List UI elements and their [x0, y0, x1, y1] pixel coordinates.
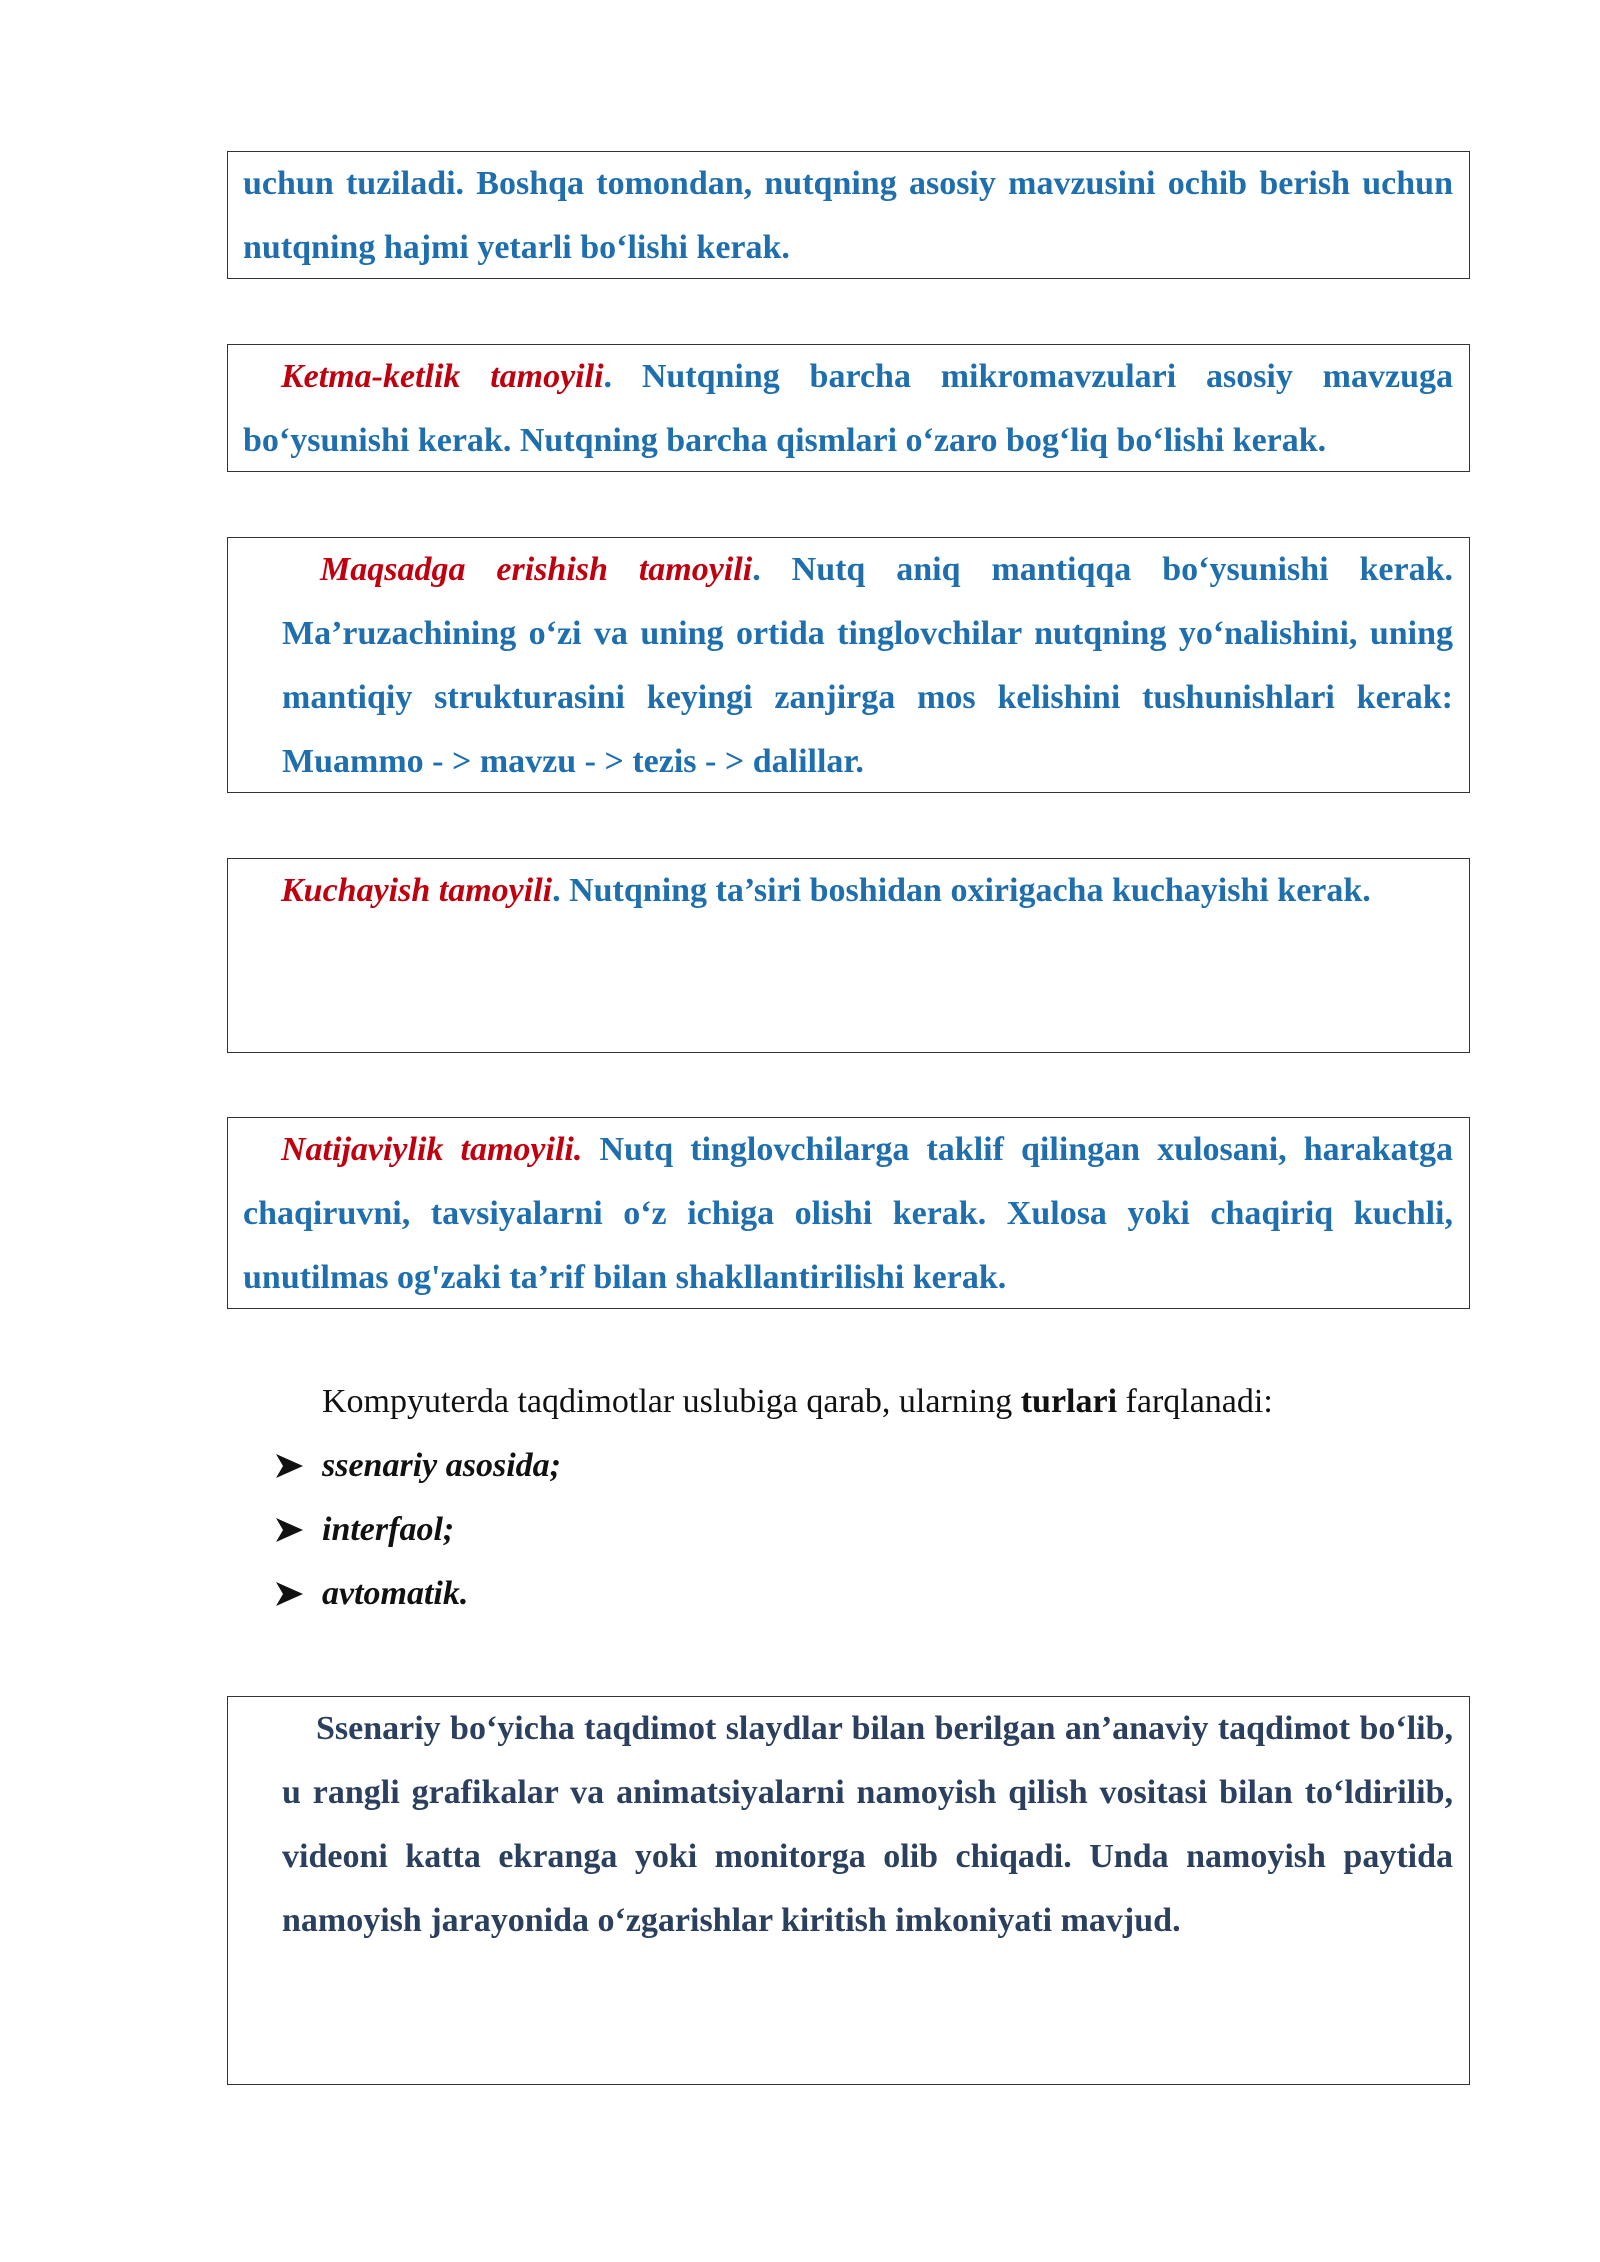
text-box-sequence-principle: [227, 344, 1470, 472]
list-item: [274, 1434, 561, 1498]
box-paragraph: Ssenariy bo‘yicha taqdimot slaydlar bilan berilgan an’anaviy taqdimot bo‘lib, u rangli grafikalar va animatsiyalarni namoyish qilish vositasi bilan to‘ldirilib, videoni katta ekranga yoki monitorga olib chiqadi. Unda namoyish paytida namoyish jarayonida o‘zgarishlar kiritish imkoniyati mavjud.: [282, 1710, 1453, 1939]
list-item: [274, 1498, 561, 1562]
arrowhead-icon: [274, 1581, 322, 1607]
principle-text: . Nutqning barcha mikromavzulari asosiy mavzuga bo‘ysunishi kerak. Nutqning barcha qismlari o‘zaro bog‘liq bo‘lishi kerak.: [243, 358, 1453, 459]
text-box-scenario-presentation: [227, 1696, 1470, 2085]
box-paragraph: [282, 538, 1453, 794]
principle-text: . Nutqning ta’siri boshidan oxirigacha kuchayishi kerak.: [552, 872, 1371, 909]
principle-text: . Nutq aniq mantiqqa bo‘ysunishi kerak. Ma’ruzachining o‘zi va uning ortida tinglovchilar nutqning yo‘nalishini, uning mantiqiy strukturasini keyingi zanjirga mos kelishini tushunishlari kerak: Muammo - > mavzu - > tezis - > dalillar.: [282, 551, 1454, 780]
text-box-strengthening-principle: [227, 858, 1470, 1053]
box-paragraph: uchun tuziladi. Boshqa tomondan, nutqning asosiy mavzusini ochib berish uchun nutqning hajmi yetarli bo‘lishi kerak.: [243, 165, 1453, 266]
types-intro: [322, 1370, 1273, 1434]
text-box-goal-principle: [227, 537, 1470, 793]
box-paragraph: [243, 345, 1453, 473]
intro-after: farqlanadi:: [1117, 1383, 1273, 1420]
list-item-label: ssenariy asosida;: [322, 1447, 561, 1484]
principle-term: Natijaviylik tamoyili.: [281, 1131, 583, 1168]
principle-term: Ketma-ketlik tamoyili: [281, 358, 604, 395]
principle-text: Nutq tinglovchilarga taklif qilingan xulosani, harakatga chaqiruvni, tavsiyalarni o‘z ichiga olishi kerak. Xulosa yoki chaqiriq kuchli, unutilmas og'zaki ta’rif bilan shakllantirilishi kerak.: [243, 1131, 1453, 1296]
text-box-result-principle: [227, 1117, 1470, 1309]
list-item: [274, 1562, 561, 1626]
presentation-types-list: [274, 1434, 561, 1626]
arrowhead-icon: [274, 1517, 322, 1543]
text-box-continuation: [227, 151, 1470, 279]
box-paragraph: [243, 1118, 1453, 1310]
arrowhead-icon: [274, 1453, 322, 1479]
list-item-label: avtomatik.: [322, 1575, 469, 1612]
list-item-label: interfaol;: [322, 1511, 455, 1548]
principle-term: Maqsadga erishish tamoyili: [320, 551, 753, 588]
intro-before: Kompyuterda taqdimotlar uslubiga qarab, ularning: [322, 1383, 1021, 1420]
intro-bold: turlari: [1020, 1383, 1118, 1420]
principle-term: Kuchayish tamoyili: [281, 872, 553, 909]
box-paragraph: [243, 859, 1453, 923]
